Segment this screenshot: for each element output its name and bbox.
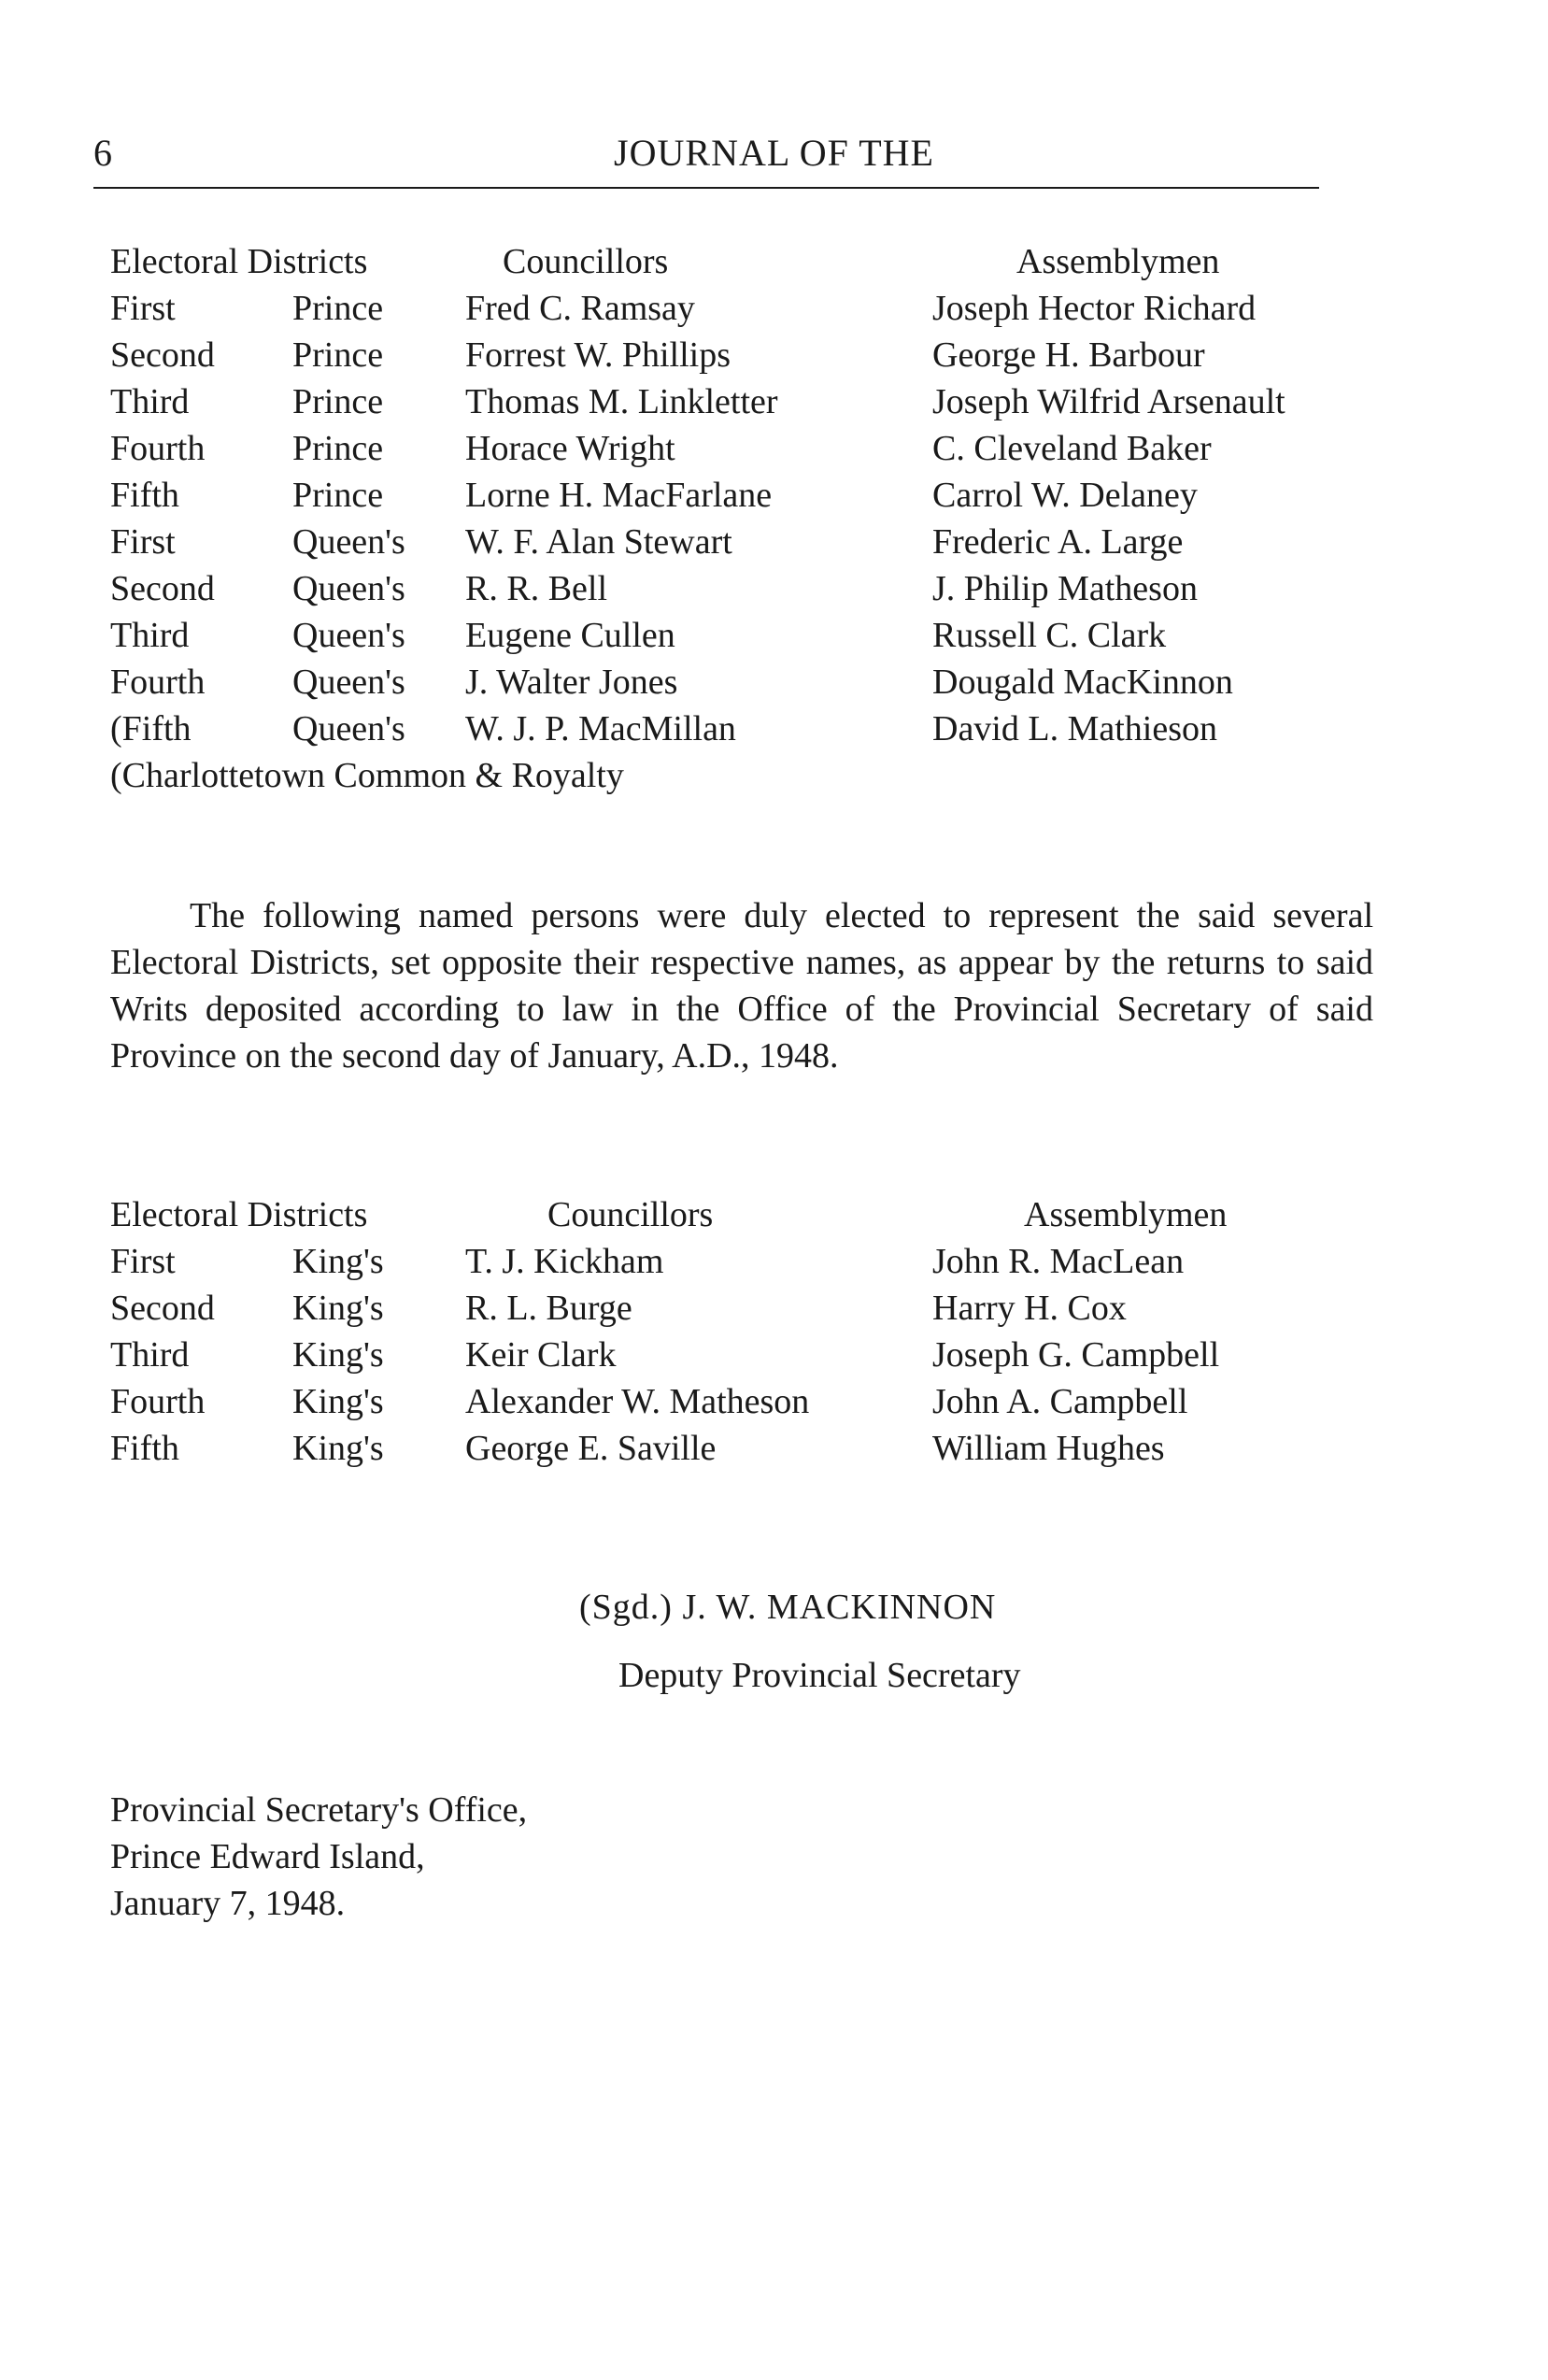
address-line-province: Prince Edward Island, bbox=[110, 1837, 425, 1876]
district-ordinal: Fifth bbox=[110, 1429, 179, 1468]
assemblyman-name: Dougald MacKinnon bbox=[932, 663, 1233, 702]
district-ordinal: Second bbox=[110, 335, 215, 375]
assemblyman-name: Joseph Hector Richard bbox=[932, 289, 1257, 328]
table-row bbox=[110, 1285, 1381, 1332]
district-county: King's bbox=[292, 1335, 384, 1375]
assemblyman-name: William Hughes bbox=[932, 1429, 1165, 1468]
councillor-name: Keir Clark bbox=[465, 1335, 617, 1375]
district-county: Queen's bbox=[292, 569, 405, 608]
table-header-row bbox=[110, 238, 1381, 285]
header-rule bbox=[93, 187, 1319, 189]
councillor-name: Eugene Cullen bbox=[465, 616, 675, 655]
district-ordinal: First bbox=[110, 522, 176, 562]
district-ordinal: Fourth bbox=[110, 429, 206, 468]
district-county: Prince bbox=[292, 289, 384, 328]
table-row bbox=[110, 1425, 1381, 1472]
district-ordinal: Fourth bbox=[110, 1382, 206, 1421]
district-county: Prince bbox=[292, 429, 384, 468]
assemblyman-name: C. Cleveland Baker bbox=[932, 429, 1212, 468]
district-county: King's bbox=[292, 1242, 384, 1281]
table-row bbox=[110, 472, 1381, 519]
table-row bbox=[110, 285, 1381, 332]
district-ordinal: First bbox=[110, 1242, 176, 1281]
councillor-name: J. Walter Jones bbox=[465, 663, 678, 702]
table-header-row bbox=[110, 1191, 1381, 1238]
table-row bbox=[110, 565, 1381, 612]
table-row bbox=[110, 1332, 1381, 1378]
district-ordinal: Third bbox=[110, 382, 190, 421]
councillor-name: George E. Saville bbox=[465, 1429, 717, 1468]
district-county: King's bbox=[292, 1382, 384, 1421]
councillor-name: W. F. Alan Stewart bbox=[465, 522, 732, 562]
table-row bbox=[110, 519, 1381, 565]
assemblyman-name: John R. MacLean bbox=[932, 1242, 1185, 1281]
table-row bbox=[110, 425, 1381, 472]
assemblyman-name: J. Philip Matheson bbox=[932, 569, 1198, 608]
assemblyman-name: David L. Mathieson bbox=[932, 709, 1218, 748]
header-councillors: Councillors bbox=[503, 242, 669, 281]
assemblyman-name: Harry H. Cox bbox=[932, 1289, 1127, 1328]
header-councillors: Councillors bbox=[547, 1195, 714, 1234]
councillor-name: Fred C. Ramsay bbox=[465, 289, 695, 328]
district-ordinal: Fifth bbox=[110, 476, 179, 515]
table-row bbox=[110, 332, 1381, 378]
district-ordinal: Second bbox=[110, 1289, 215, 1328]
district-county: Queen's bbox=[292, 616, 405, 655]
district-note: (Charlottetown Common & Royalty bbox=[110, 756, 624, 795]
election-paragraph: The following named persons were duly elected to represent the said several Electoral Districts, set opposite their respective names, as appear by the returns to said Writs deposited according to law in the Office of the Provincial Secretary of said Province on the second day of January, A.D., 1948. bbox=[110, 896, 1373, 1076]
address-line-date: January 7, 1948. bbox=[110, 1884, 346, 1923]
district-ordinal: First bbox=[110, 289, 176, 328]
district-county: Prince bbox=[292, 335, 384, 375]
councillor-name: Lorne H. MacFarlane bbox=[465, 476, 773, 515]
table-row bbox=[110, 1378, 1381, 1425]
councillor-name: Alexander W. Matheson bbox=[465, 1382, 810, 1421]
district-county: Queen's bbox=[292, 522, 405, 562]
councillor-name: W. J. P. MacMillan bbox=[465, 709, 736, 748]
election-table-1 bbox=[110, 238, 1381, 799]
header-electoral-districts: Electoral Districts bbox=[110, 1195, 368, 1234]
district-county: Prince bbox=[292, 382, 384, 421]
table-row bbox=[110, 612, 1381, 659]
header-assemblymen: Assemblymen bbox=[1024, 1195, 1228, 1234]
office-address bbox=[110, 1787, 527, 1927]
assemblyman-name: George H. Barbour bbox=[932, 335, 1205, 375]
signature-title: Deputy Provincial Secretary bbox=[618, 1656, 1021, 1695]
councillor-name: R. L. Burge bbox=[465, 1289, 632, 1328]
signature-name: (Sgd.) J. W. MACKINNON bbox=[579, 1588, 997, 1627]
district-county: Queen's bbox=[292, 709, 405, 748]
table-row bbox=[110, 1238, 1381, 1285]
district-county: Prince bbox=[292, 476, 384, 515]
page-number: 6 bbox=[93, 132, 112, 174]
assemblyman-name: Carrol W. Delaney bbox=[932, 476, 1198, 515]
assemblyman-name: Russell C. Clark bbox=[932, 616, 1167, 655]
assemblyman-name: Joseph Wilfrid Arsenault bbox=[932, 382, 1285, 421]
table-note-row bbox=[110, 752, 1381, 799]
district-ordinal: Third bbox=[110, 616, 190, 655]
table-row bbox=[110, 705, 1381, 752]
councillor-name: Forrest W. Phillips bbox=[465, 335, 731, 375]
running-head: JOURNAL OF THE bbox=[614, 132, 934, 174]
district-county: King's bbox=[292, 1429, 384, 1468]
district-ordinal: Fourth bbox=[110, 663, 206, 702]
councillor-name: T. J. Kickham bbox=[465, 1242, 664, 1281]
assemblyman-name: Frederic A. Large bbox=[932, 522, 1184, 562]
assemblyman-name: Joseph G. Campbell bbox=[932, 1335, 1220, 1375]
councillor-name: R. R. Bell bbox=[465, 569, 608, 608]
district-county: Queen's bbox=[292, 663, 405, 702]
table-row bbox=[110, 659, 1381, 705]
table-row bbox=[110, 378, 1381, 425]
district-ordinal: Second bbox=[110, 569, 215, 608]
district-ordinal: (Fifth bbox=[110, 709, 192, 748]
councillor-name: Horace Wright bbox=[465, 429, 675, 468]
address-line-office: Provincial Secretary's Office, bbox=[110, 1790, 528, 1830]
councillor-name: Thomas M. Linkletter bbox=[465, 382, 778, 421]
header-electoral-districts: Electoral Districts bbox=[110, 242, 368, 281]
assemblyman-name: John A. Campbell bbox=[932, 1382, 1188, 1421]
header-assemblymen: Assemblymen bbox=[1016, 242, 1220, 281]
election-table-2 bbox=[110, 1191, 1381, 1472]
district-ordinal: Third bbox=[110, 1335, 190, 1375]
district-county: King's bbox=[292, 1289, 384, 1328]
